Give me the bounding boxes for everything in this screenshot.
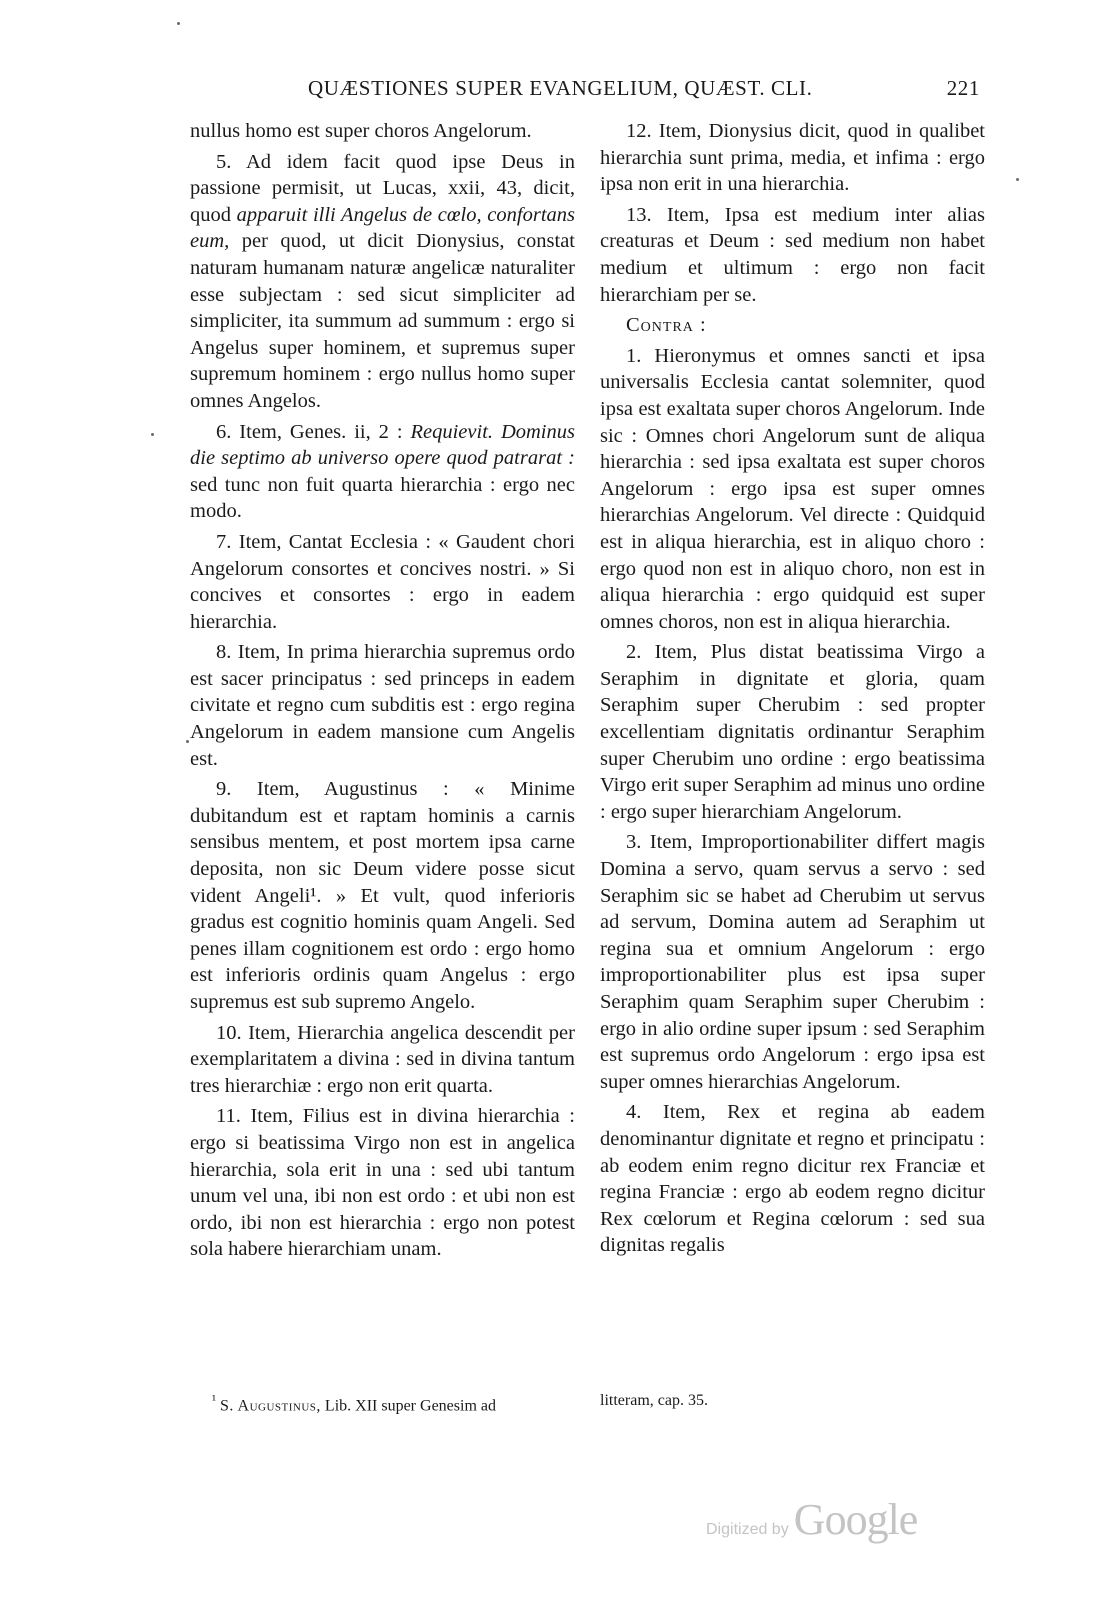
paragraph: 6. Item, Genes. ii, 2 : Requievit. Dominus die septimo ab universo opere quod patrarat : sed tunc non fuit quarta hierarchia : ergo nec modo. bbox=[190, 420, 575, 523]
paragraph: 2. Item, Plus distat beatissima Virgo a Seraphim in dignitate et gloria, quam Seraphim super Cherubim : sed propter excellentiam dignitatis ordinantur Seraphim super Cherubim uno ordine : ergo beatissima Virgo erit super Seraphim ad minus uno ordine : ergo super hierarchiam Angelorum. bbox=[600, 641, 985, 823]
paragraph: 10. Item, Hierarchia angelica descendit per exemplaritatem a divina : sed in divina tantum tres hierarchiæ : ergo non erit quarta. bbox=[190, 1021, 575, 1097]
paragraph: 11. Item, Filius est in divina hierarchia : ergo si beatissima Virgo non est in angelica hierarchia, sola erit in una : sed ubi tantum unum vel una, ibi non est ordo : et ubi non est ordo, ibi non est hierarchia : ergo non potest sola habere hierarchiam unam. bbox=[190, 1105, 575, 1261]
running-title: QUÆSTIONES SUPER EVANGELIUM, QUÆST. CLI. bbox=[308, 76, 813, 100]
section-heading: Contra : bbox=[626, 314, 707, 337]
right-column bbox=[600, 118, 985, 1263]
paragraph: nullus homo est super choros Angelorum. bbox=[190, 120, 532, 142]
page-number: 221 bbox=[946, 76, 980, 100]
scan-speck bbox=[1016, 178, 1019, 181]
digitized-by-watermark bbox=[706, 1494, 917, 1545]
watermark-prefix: Digitized by bbox=[706, 1521, 789, 1538]
paragraph: 4. Item, Rex et regina ab eadem denominantur dignitate et regno et principatu : ab eodem enim regno dicitur rex Franciæ et regina Franciæ : ergo ab eodem regno dicitur Rex cœlorum et Regina cœlorum : sed sua dignitas regalis bbox=[600, 1101, 985, 1257]
paragraph: 13. Item, Ipsa est medium inter alias creaturas et Deum : sed medium non habet medium et ultimum : ergo non facit hierarchiam per se. bbox=[600, 203, 985, 306]
running-head bbox=[190, 76, 980, 108]
footnote-marker: ¹ bbox=[212, 1392, 216, 1407]
paragraph: 1. Hieronymus et omnes sancti et ipsa universalis Ecclesia cantat solemniter, quod ipsa est exaltata super choros Angelorum. Inde sic : Omnes chori Angelorum sunt de aliqua hierarchia : sed ipsa exaltata est super choros Angelorum : ergo ipsa est super omnes hierarchias Angelorum. Vel directe : Quidquid est in aliqua hierarchia, est in aliquo choro : ergo quod non est in aliquo choro, non est in aliqua hierarchia : ergo quidquid est super omnes choros, non est in aliqua hierarchia. bbox=[600, 344, 985, 633]
left-column bbox=[190, 118, 575, 1267]
paragraph: 7. Item, Cantat Ecclesia : « Gaudent chori Angelorum consortes et concives nostri. » Si concives et consortes : ergo in eadem hierarchia. bbox=[190, 530, 575, 633]
paragraph: 5. Ad idem facit quod ipse Deus in passione permisit, ut Lucas, xxii, 43, dicit, quod apparuit illi Angelus de cœlo, confortans eum, per quod, ut dicit Dionysius, constat naturam humanam naturæ angelicæ naturaliter esse subjectam : sed sicut simpliciter ad simpliciter, ita summum ad summum : ergo si Angelus super hominem, et supremus super supremum hominem : ergo nullus homo super omnes Angelos. bbox=[190, 150, 575, 412]
scan-speck bbox=[177, 22, 180, 25]
paragraph: 9. Item, Augustinus : « Minime dubitandum est et raptam hominis a carnis sensibus mentem, et post mortem ipsa carne deposita, non sic Deum videre posse sicut vident Angeli¹. » Et vult, quod inferioris gradus est cognitio hominis quam Angeli. Sed penes illam cognitionem est ordo : ergo homo est inferioris ordinis quam Angelus : ergo supremus est sub supremo Angelo. bbox=[190, 778, 575, 1013]
scan-speck bbox=[186, 740, 189, 743]
paragraph: 3. Item, Improportionabiliter differt magis Domina a servo, quam servus a servo : sed Seraphim sic se habet ad Cherubim ut servus ad servum, Domina autem ad Seraphim ut regina sua et omnium Angelorum : ergo improportionabiliter plus est ipsa super Seraphim quam Seraphim super Cherubim : ergo in alio ordine super ipsum : sed Seraphim est supremus ordo Angelorum : ergo ipsa est super omnes hierarchias Angelorum. bbox=[600, 831, 985, 1093]
paragraph: 8. Item, In prima hierarchia supremus ordo est sacer principatus : sed princeps in eadem civitate et regno cum subditis est : ergo regina Angelorum in eadem mansione cum Angelis est. bbox=[190, 641, 575, 770]
scripture-quote: Requievit. Dominus die septimo ab universo opere quod patrarat : bbox=[190, 420, 575, 470]
scan-speck bbox=[151, 433, 154, 436]
scripture-quote: apparuit illi Angelus de cœlo, confortans eum, bbox=[190, 203, 575, 253]
google-logo: Google bbox=[793, 1495, 918, 1544]
paragraph: 12. Item, Dionysius dicit, quod in qualibet hierarchia sunt prima, media, et infima : ergo ipsa non erit in una hierarchia. bbox=[600, 120, 985, 196]
footnote-author: S. Augustinus, bbox=[220, 1397, 321, 1415]
footnote bbox=[212, 1392, 496, 1415]
footnote-text: Lib. XII super Genesim ad bbox=[320, 1397, 496, 1415]
footnote-continuation: litteram, cap. 35. bbox=[600, 1392, 708, 1409]
